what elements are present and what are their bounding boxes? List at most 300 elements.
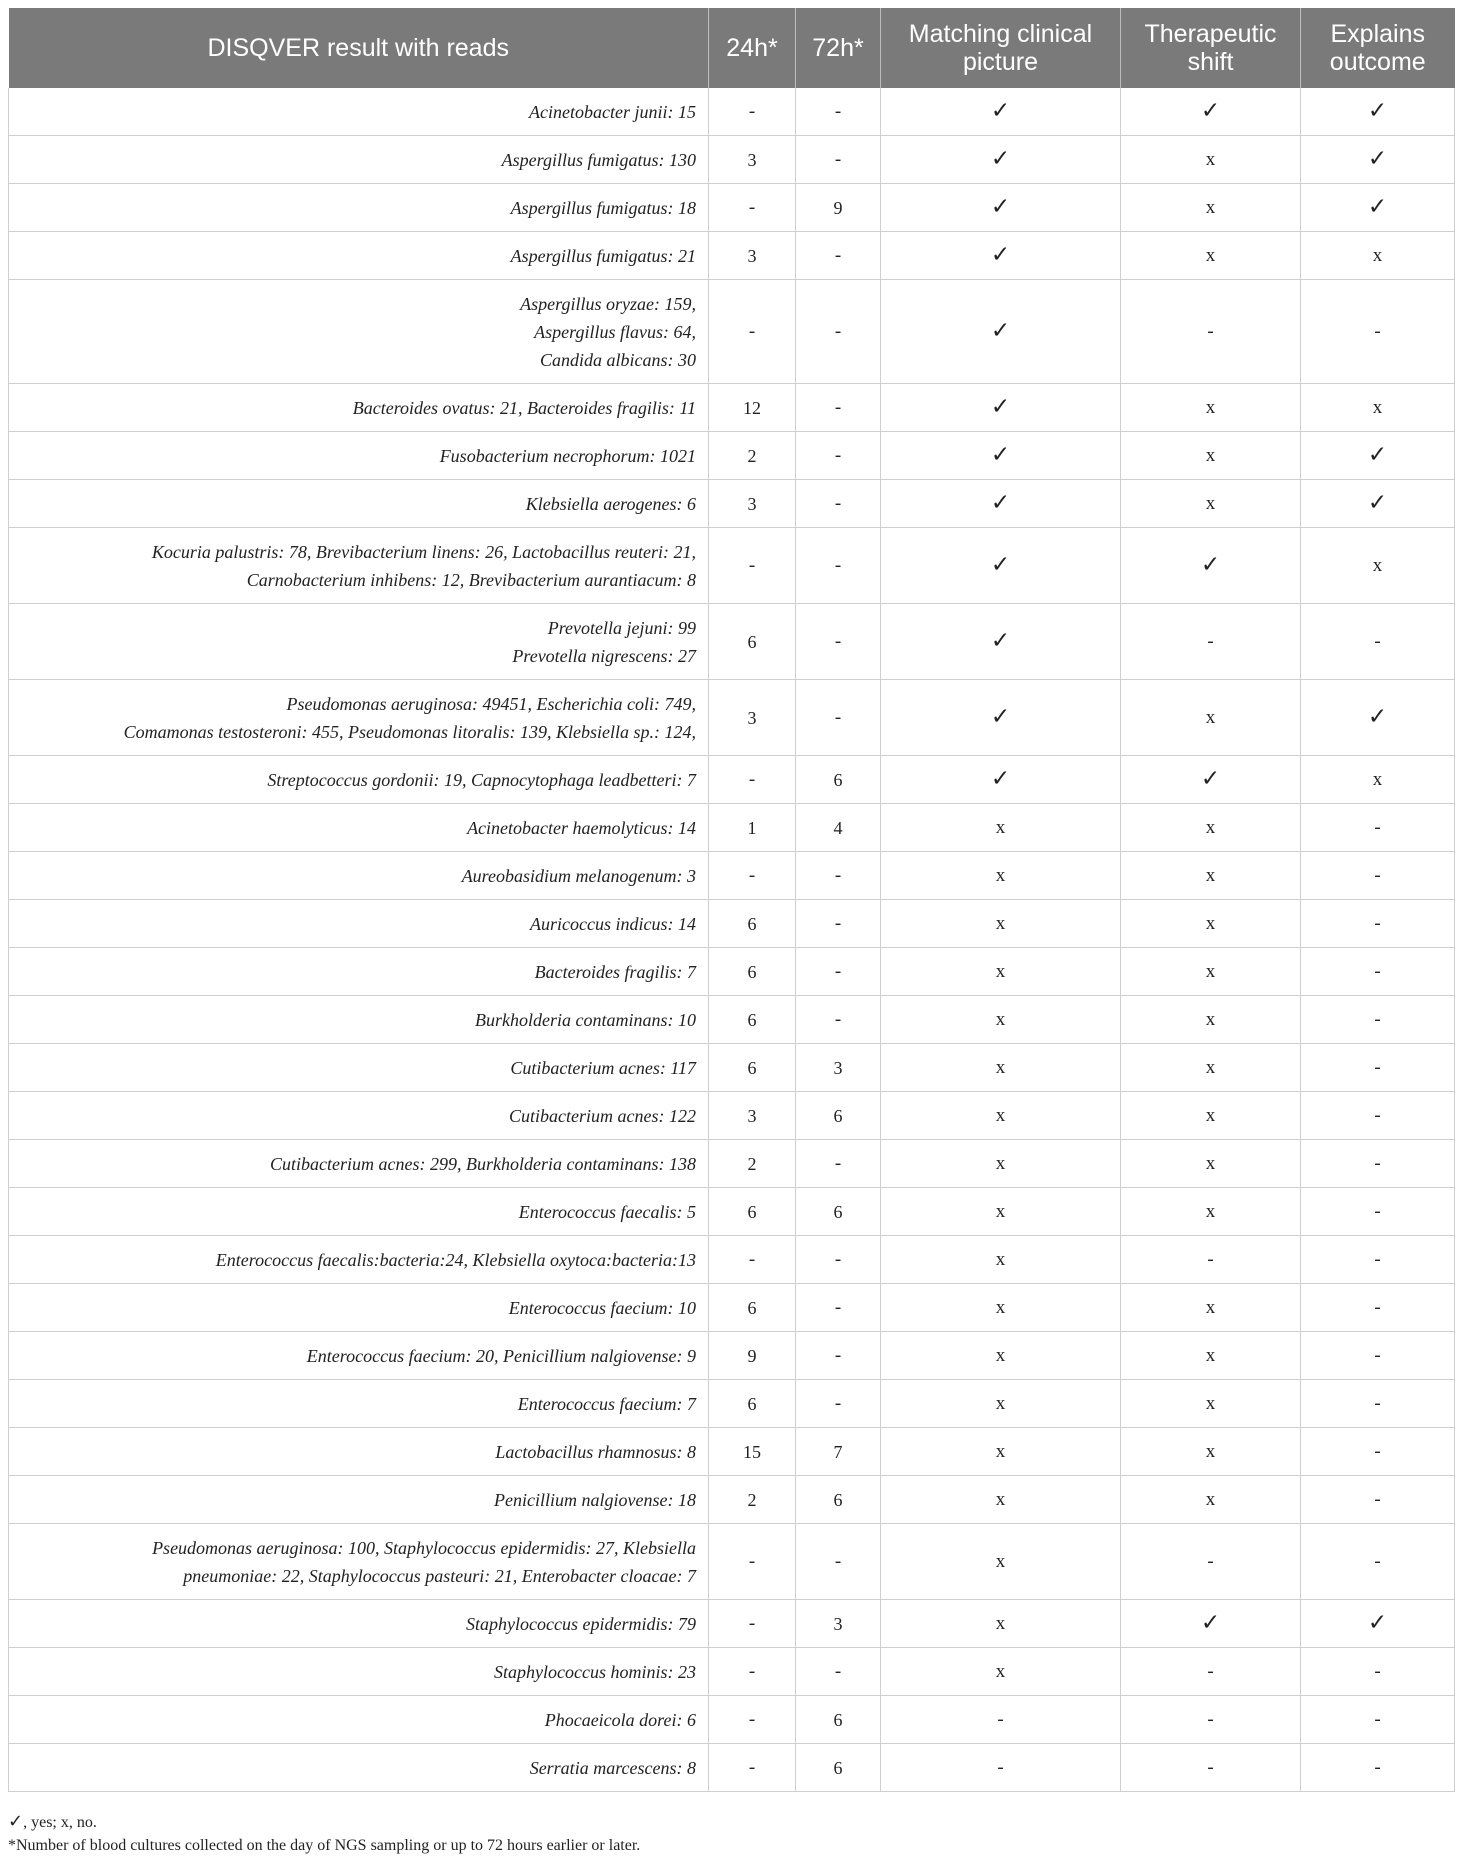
result-line: Aureobasidium melanogenum: 3 [461,865,696,886]
count-value: 6 [747,1297,757,1318]
result-line: Acinetobacter junii: 15 [529,101,696,122]
cell-explains-outcome [1301,480,1455,528]
cell-therapeutic-shift [1121,804,1301,852]
cell-disqver-result [9,948,709,996]
cell-24h [709,996,796,1044]
cell-24h [709,1744,796,1792]
count-value: 2 [747,445,757,466]
dash-mark: - [1374,1009,1381,1030]
check-icon: ✓ [1367,704,1388,730]
no-mark: x [1205,1489,1216,1510]
cell-matching [881,528,1121,604]
table-row [9,136,1455,184]
table-row [9,1648,1455,1696]
count-value: 15 [743,1441,761,1462]
no-mark: x [1205,1201,1216,1222]
check-icon: ✓ [1367,98,1388,124]
dash-mark: - [1374,1393,1381,1414]
cell-explains-outcome [1301,1332,1455,1380]
cell-explains-outcome [1301,756,1455,804]
cell-matching [881,804,1121,852]
cell-72h [796,1428,881,1476]
check-icon: ✓ [1367,146,1388,172]
cell-matching [881,852,1121,900]
cell-72h [796,1600,881,1648]
cell-disqver-result [9,1284,709,1332]
count-value: 1 [747,817,757,838]
cell-matching [881,604,1121,680]
count-value: 6 [747,1057,757,1078]
result-line: Staphylococcus epidermidis: 79 [466,1613,696,1634]
no-mark: x [1205,245,1216,266]
cell-explains-outcome [1301,1284,1455,1332]
dash-mark: - [834,913,842,934]
dash-mark: - [1207,1551,1214,1572]
dash-mark: - [1374,1709,1381,1730]
count-value: 6 [747,1201,757,1222]
cell-explains-outcome [1301,1744,1455,1792]
dash-mark: - [1207,1661,1214,1682]
no-mark: x [1372,397,1383,418]
result-line: Enterococcus faecium: 20, Penicillium nalgiovense: 9 [306,1345,696,1366]
no-mark: x [1205,149,1216,170]
count-value: 3 [747,149,757,170]
cell-72h [796,900,881,948]
count-value: 9 [747,1345,757,1366]
no-mark: x [1205,1393,1216,1414]
cell-disqver-result [9,996,709,1044]
dash-mark: - [748,1551,756,1572]
cell-therapeutic-shift [1121,480,1301,528]
cell-matching [881,88,1121,136]
count-value: 3 [833,1613,843,1634]
table-row [9,1044,1455,1092]
no-mark: x [995,1613,1006,1634]
result-line: Aspergillus fumigatus: 21 [510,245,696,266]
cell-matching [881,680,1121,756]
cell-72h [796,1284,881,1332]
table-row [9,1188,1455,1236]
no-mark: x [995,961,1006,982]
no-mark: x [995,1551,1006,1572]
dash-mark: - [748,197,756,218]
table-row [9,384,1455,432]
no-mark: x [995,1297,1006,1318]
table-body [9,88,1455,1792]
cell-72h [796,88,881,136]
footnote-asterisk: *Number of blood cultures collected on the day of NGS sampling or up to 72 hours earlier or later. [8,1837,641,1854]
cell-explains-outcome [1301,1696,1455,1744]
result-line: Aspergillus fumigatus: 130 [501,149,696,170]
cell-disqver-result [9,1092,709,1140]
cell-therapeutic-shift [1121,1648,1301,1696]
no-mark: x [1372,769,1383,790]
result-line: pneumoniae: 22, Staphylococcus pasteuri: 21, Enterobacter cloacae: 7 [183,1565,696,1586]
no-mark: x [1205,1009,1216,1030]
table-row [9,1332,1455,1380]
table-row [9,900,1455,948]
cell-24h [709,1696,796,1744]
cell-matching [881,1380,1121,1428]
dash-mark: - [748,101,756,122]
cell-72h [796,1092,881,1140]
cell-disqver-result [9,528,709,604]
cell-matching [881,1140,1121,1188]
cell-72h [796,480,881,528]
cell-72h [796,1476,881,1524]
check-icon: ✓ [1200,766,1221,792]
cell-therapeutic-shift [1121,184,1301,232]
cell-disqver-result [9,756,709,804]
result-line: Streptococcus gordonii: 19, Capnocytophaga leadbetteri: 7 [267,769,696,790]
dash-mark: - [1374,1441,1381,1462]
cell-explains-outcome [1301,1428,1455,1476]
cell-matching [881,184,1121,232]
check-icon: ✓ [1200,552,1221,578]
cell-therapeutic-shift [1121,88,1301,136]
dash-mark: - [834,245,842,266]
dash-mark: - [1374,1201,1381,1222]
cell-therapeutic-shift [1121,528,1301,604]
cell-matching [881,1092,1121,1140]
cell-72h [796,1648,881,1696]
count-value: 6 [833,769,843,790]
cell-therapeutic-shift [1121,384,1301,432]
check-icon: ✓ [990,628,1011,654]
dash-mark: - [1374,1345,1381,1366]
dash-mark: - [1207,321,1214,342]
no-mark: x [1205,1105,1216,1126]
cell-24h [709,528,796,604]
cell-24h [709,1284,796,1332]
no-mark: x [1205,397,1216,418]
dash-mark: - [1374,961,1381,982]
dash-mark: - [834,397,842,418]
cell-disqver-result [9,1744,709,1792]
cell-24h [709,1428,796,1476]
check-icon: ✓ [990,318,1011,344]
cell-matching [881,1332,1121,1380]
check-icon: ✓ [990,490,1011,516]
cell-24h [709,756,796,804]
check-icon: ✓ [990,552,1011,578]
no-mark: x [995,1249,1006,1270]
table-row [9,804,1455,852]
count-value: 6 [747,961,757,982]
no-mark: x [995,1105,1006,1126]
table-row [9,184,1455,232]
check-icon: ✓ [1367,490,1388,516]
cell-explains-outcome [1301,1140,1455,1188]
cell-24h [709,232,796,280]
no-mark: x [995,1489,1006,1510]
result-line: Prevotella nigrescens: 27 [512,645,696,666]
no-mark: x [995,817,1006,838]
cell-explains-outcome [1301,804,1455,852]
count-value: 2 [747,1153,757,1174]
table-row [9,232,1455,280]
no-mark: x [995,1441,1006,1462]
result-line: Candida albicans: 30 [540,349,696,370]
check-icon: ✓ [1367,442,1388,468]
cell-24h [709,900,796,948]
table-row [9,1600,1455,1648]
check-icon: ✓ [1200,1610,1221,1636]
dash-mark: - [1207,1757,1214,1778]
cell-24h [709,280,796,384]
cell-24h [709,1648,796,1696]
header-therapeutic-shift: Therapeutic shift [1121,8,1301,88]
result-line: Pseudomonas aeruginosa: 100, Staphylococcus epidermidis: 27, Klebsiella [152,1537,696,1558]
no-mark: x [995,1661,1006,1682]
result-line: Aspergillus flavus: 64, [534,321,696,342]
dash-mark: - [1374,817,1381,838]
dash-mark: - [748,321,756,342]
cell-matching [881,756,1121,804]
cell-explains-outcome [1301,232,1455,280]
no-mark: x [995,1345,1006,1366]
table-footnotes [8,1810,640,1857]
cell-matching [881,1744,1121,1792]
result-line: Lactobacillus rhamnosus: 8 [495,1441,696,1462]
cell-explains-outcome [1301,1092,1455,1140]
cell-disqver-result [9,1428,709,1476]
dash-mark: - [834,631,842,652]
check-icon: ✓ [8,1811,24,1832]
dash-mark: - [1207,631,1214,652]
result-line: Carnobacterium inhibens: 12, Brevibacterium aurantiacum: 8 [246,569,696,590]
cell-matching [881,1696,1121,1744]
table-row [9,1236,1455,1284]
check-icon: ✓ [990,442,1011,468]
cell-24h [709,604,796,680]
result-line: Prevotella jejuni: 99 [547,617,696,638]
cell-explains-outcome [1301,384,1455,432]
result-line: Phocaeicola dorei: 6 [544,1709,696,1730]
cell-therapeutic-shift [1121,1332,1301,1380]
table-row [9,604,1455,680]
cell-explains-outcome [1301,184,1455,232]
dash-mark: - [834,149,842,170]
cell-72h [796,1044,881,1092]
table-row [9,280,1455,384]
cell-therapeutic-shift [1121,1428,1301,1476]
no-mark: x [1205,1297,1216,1318]
cell-matching [881,1284,1121,1332]
dash-mark: - [748,1757,756,1778]
table-row [9,996,1455,1044]
dash-mark: - [748,1249,756,1270]
cell-24h [709,1236,796,1284]
result-line: Cutibacterium acnes: 122 [509,1105,696,1126]
check-icon: ✓ [1200,98,1221,124]
cell-72h [796,604,881,680]
cell-therapeutic-shift [1121,1696,1301,1744]
result-line: Cutibacterium acnes: 117 [510,1057,696,1078]
cell-matching [881,1044,1121,1092]
cell-therapeutic-shift [1121,1044,1301,1092]
table-row [9,1428,1455,1476]
result-line: Acinetobacter haemolyticus: 14 [467,817,696,838]
cell-72h [796,804,881,852]
cell-explains-outcome [1301,1044,1455,1092]
check-icon: ✓ [990,704,1011,730]
no-mark: x [1205,865,1216,886]
table-row [9,1476,1455,1524]
cell-disqver-result [9,1044,709,1092]
no-mark: x [1205,1057,1216,1078]
table-row [9,948,1455,996]
dash-mark: - [834,1345,842,1366]
cell-matching [881,1428,1121,1476]
cell-explains-outcome [1301,1236,1455,1284]
cell-explains-outcome [1301,1648,1455,1696]
result-line: Bacteroides ovatus: 21, Bacteroides fragilis: 11 [352,397,696,418]
result-line: Klebsiella aerogenes: 6 [525,493,696,514]
count-value: 12 [743,397,761,418]
cell-disqver-result [9,852,709,900]
cell-therapeutic-shift [1121,604,1301,680]
count-value: 3 [747,1105,757,1126]
no-mark: x [995,913,1006,934]
dash-mark: - [1374,1249,1381,1270]
no-mark: x [1205,1345,1216,1366]
header-matching-clinical-picture: Matching clinical picture [881,8,1121,88]
result-line: Burkholderia contaminans: 10 [475,1009,696,1030]
count-value: 6 [833,1489,843,1510]
cell-72h [796,1188,881,1236]
count-value: 3 [747,707,757,728]
check-icon: ✓ [1367,1610,1388,1636]
result-line: Serratia marcescens: 8 [529,1757,696,1778]
cell-disqver-result [9,804,709,852]
cell-matching [881,136,1121,184]
cell-disqver-result [9,280,709,384]
dash-mark: - [834,445,842,466]
count-value: 4 [833,817,843,838]
cell-72h [796,1524,881,1600]
cell-72h [796,280,881,384]
header-row [9,8,1455,88]
check-icon: ✓ [990,98,1011,124]
check-icon: ✓ [990,766,1011,792]
table-row [9,680,1455,756]
no-mark: x [1205,707,1216,728]
cell-72h [796,756,881,804]
cell-therapeutic-shift [1121,948,1301,996]
cell-disqver-result [9,680,709,756]
cell-72h [796,184,881,232]
no-mark: x [995,1153,1006,1174]
results-table-container [8,8,1454,1792]
cell-explains-outcome [1301,88,1455,136]
cell-explains-outcome [1301,900,1455,948]
cell-therapeutic-shift [1121,1476,1301,1524]
cell-therapeutic-shift [1121,1092,1301,1140]
dash-mark: - [834,1297,842,1318]
dash-mark: - [1374,865,1381,886]
cell-24h [709,1524,796,1600]
dash-mark: - [834,1249,842,1270]
cell-72h [796,136,881,184]
result-line: Aspergillus fumigatus: 18 [510,197,696,218]
dash-mark: - [748,1709,756,1730]
cell-therapeutic-shift [1121,1744,1301,1792]
cell-72h [796,1696,881,1744]
no-mark: x [995,1201,1006,1222]
cell-matching [881,1600,1121,1648]
cell-matching [881,1524,1121,1600]
cell-explains-outcome [1301,1380,1455,1428]
cell-disqver-result [9,232,709,280]
dash-mark: - [834,1393,842,1414]
cell-explains-outcome [1301,528,1455,604]
result-line: Fusobacterium necrophorum: 1021 [439,445,696,466]
cell-72h [796,1236,881,1284]
cell-disqver-result [9,1524,709,1600]
cell-72h [796,384,881,432]
dash-mark: - [748,865,756,886]
dash-mark: - [834,321,842,342]
cell-therapeutic-shift [1121,1284,1301,1332]
cell-disqver-result [9,480,709,528]
check-icon: ✓ [1367,194,1388,220]
cell-24h [709,1140,796,1188]
table-row [9,1524,1455,1600]
cell-explains-outcome [1301,604,1455,680]
dash-mark: - [748,769,756,790]
dash-mark: - [1207,1709,1214,1730]
cell-therapeutic-shift [1121,1380,1301,1428]
check-icon: ✓ [990,194,1011,220]
dash-mark: - [1374,1757,1381,1778]
header-24h: 24h* [709,8,796,88]
dash-mark: - [1374,1489,1381,1510]
dash-mark: - [748,1613,756,1634]
dash-mark: - [834,493,842,514]
cell-72h [796,528,881,604]
table-row [9,1140,1455,1188]
cell-matching [881,432,1121,480]
table-row [9,756,1455,804]
table-row [9,1284,1455,1332]
no-mark: x [995,1009,1006,1030]
header-72h: 72h* [796,8,881,88]
result-line: Pseudomonas aeruginosa: 49451, Escherichia coli: 749, [286,693,696,714]
cell-explains-outcome [1301,1476,1455,1524]
cell-disqver-result [9,1140,709,1188]
cell-therapeutic-shift [1121,432,1301,480]
cell-24h [709,432,796,480]
no-mark: x [1205,913,1216,934]
count-value: 7 [833,1441,843,1462]
cell-explains-outcome [1301,1600,1455,1648]
cell-24h [709,1092,796,1140]
dash-mark: - [1374,1057,1381,1078]
result-line: Enterococcus faecium: 10 [508,1297,696,1318]
result-line: Penicillium nalgiovense: 18 [494,1489,696,1510]
check-icon: ✓ [990,394,1011,420]
cell-matching [881,232,1121,280]
cell-24h [709,804,796,852]
cell-24h [709,1600,796,1648]
cell-disqver-result [9,1696,709,1744]
footnote-legend-text: , yes; x, no. [23,1814,97,1831]
cell-explains-outcome [1301,996,1455,1044]
cell-24h [709,680,796,756]
cell-72h [796,232,881,280]
table-row [9,1744,1455,1792]
